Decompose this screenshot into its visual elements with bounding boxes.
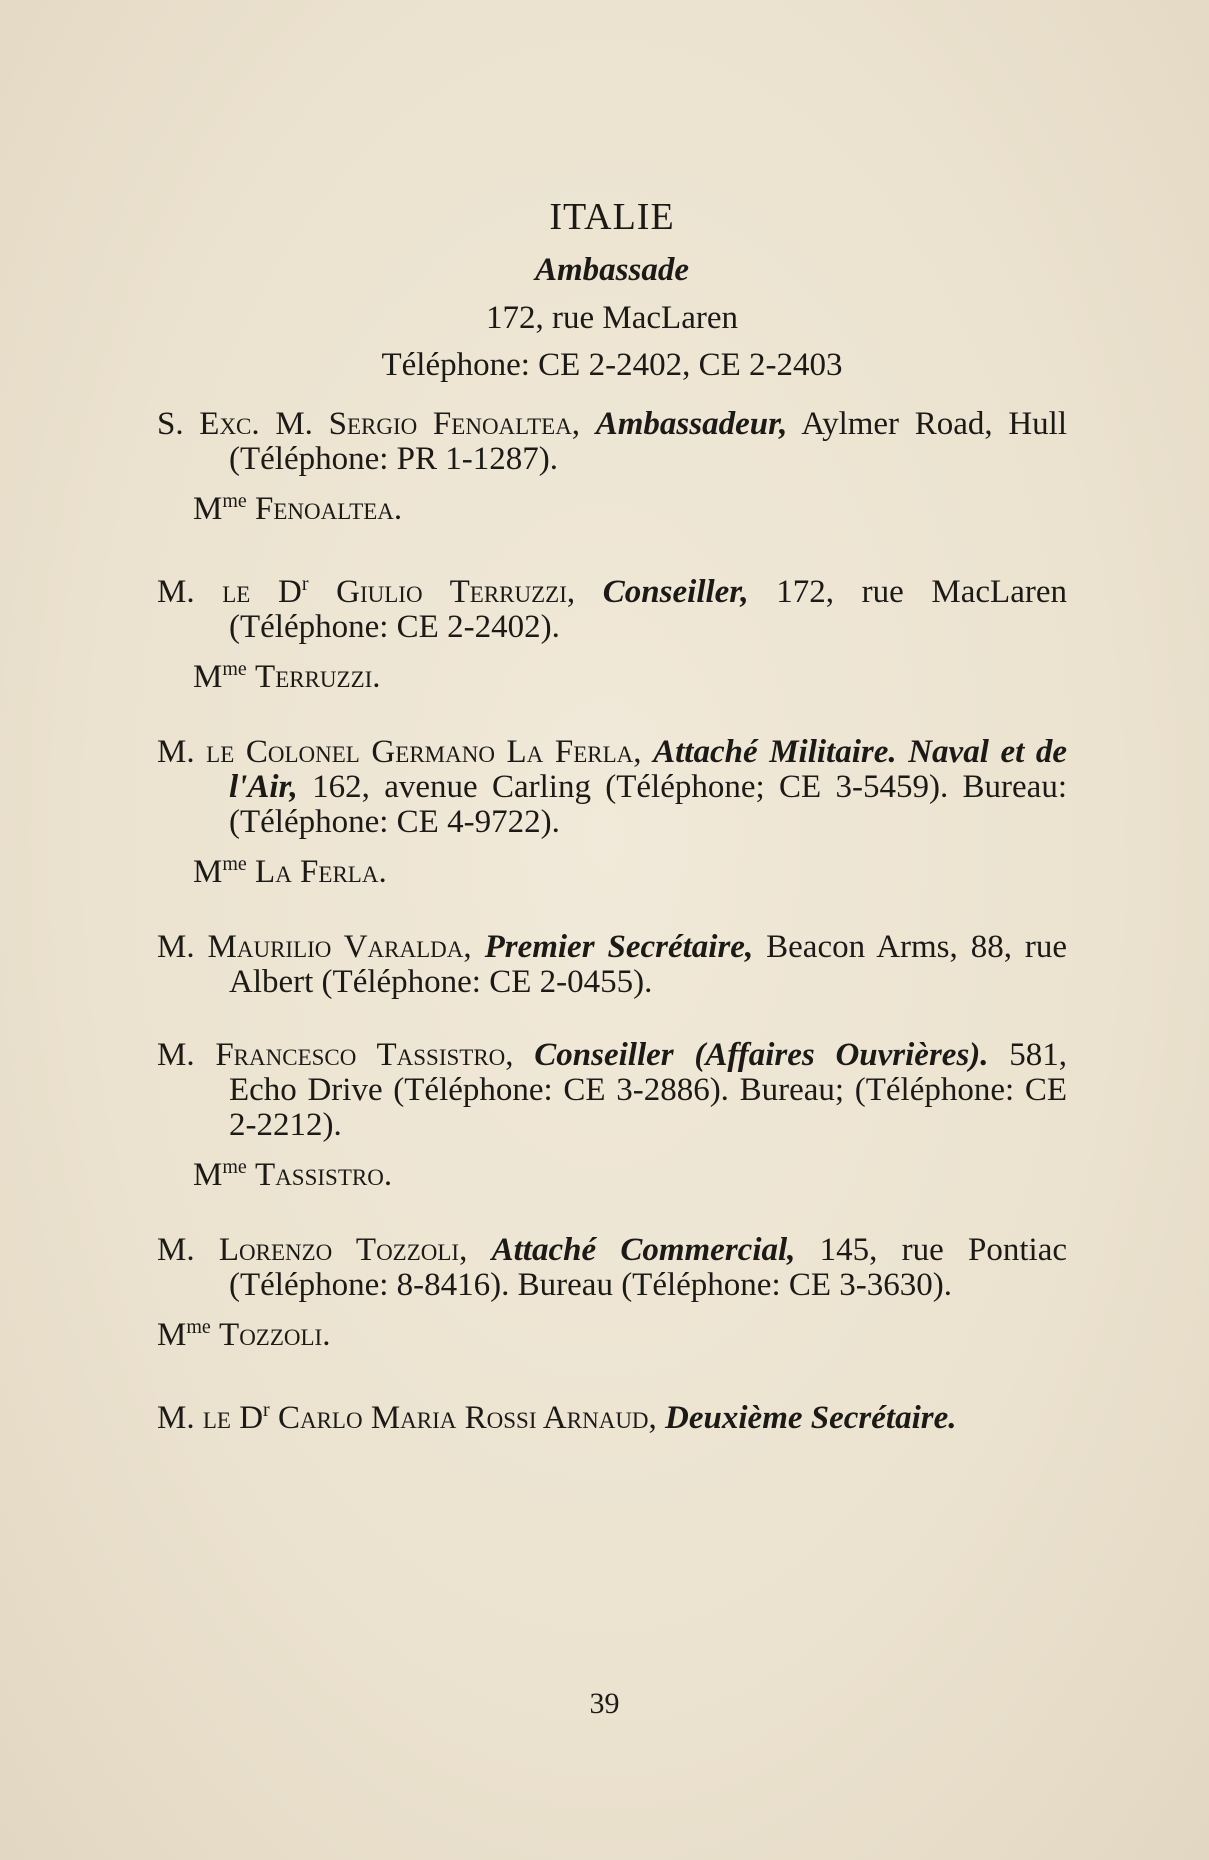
spouse-line: $M^{me}$ Fenoaltea. xyxy=(193,490,403,527)
entry-name: M. Francesco Tassistro, xyxy=(157,1037,514,1073)
country-heading: ITALIE xyxy=(549,196,675,238)
entry-details: Beacon Arms, 88, rue Albert (Téléphone: CE 2-0455). xyxy=(229,929,1068,1000)
page-number: 39 xyxy=(589,1687,620,1720)
entry-details: 162, avenue Carling (Téléphone; CE 3-5459). Bureau: (Téléphone: CE 4-9722). xyxy=(229,769,1067,840)
entry-title: Attaché Commercial, xyxy=(491,1232,796,1268)
entry-details: 581, Echo Drive (Téléphone: CE 3-2886). Bureau; (Téléphone: CE 2-2212). xyxy=(229,1037,1068,1143)
entry-name: M. le D xyxy=(157,574,302,610)
entry-title: Deuxième Secrétaire. xyxy=(665,1400,957,1436)
document-body xyxy=(157,195,1067,1436)
entry-second-secretary: M. le $D^r$ Carlo Maria Rossi Arnaud, Deuxième Secrétaire. xyxy=(157,1399,957,1436)
entry-details: 172, rue MacLaren (Téléphone: CE 2-2402). xyxy=(229,574,1067,645)
spouse-line: $M^{me}$ Tozzoli. xyxy=(157,1316,331,1353)
entry-commercial-attache xyxy=(157,1233,1067,1355)
entry-name: S. Exc. M. Sergio Fenoaltea, xyxy=(157,406,581,442)
entry-first-secretary xyxy=(157,930,1067,1000)
entry-title: Ambassadeur, xyxy=(595,406,788,442)
spouse-line: $M^{me}$ Tassistro. xyxy=(193,1156,393,1193)
entry-title: Conseiller (Affaires Ouvrières). xyxy=(534,1037,989,1073)
entry-name: M. Lorenzo Tozzoli, xyxy=(157,1232,468,1268)
embassy-phone: Téléphone: CE 2-2402, CE 2-2403 xyxy=(381,347,843,383)
entry-details: 145, rue Pontiac (Téléphone: 8-8416). Bureau (Téléphone: CE 3-3630). xyxy=(229,1232,1068,1303)
entry-name: M. le Colonel Germano La Ferla, xyxy=(157,734,642,770)
entry-title: Premier Secrétaire, xyxy=(484,929,754,965)
embassy-address: 172, rue MacLaren xyxy=(486,300,738,336)
entry-details: Aylmer Road, Hull (Téléphone: PR 1-1287). xyxy=(229,406,1067,477)
entry-title: Attaché Militaire. Naval et de l'Air, xyxy=(229,734,1067,805)
entry-name: M. le D xyxy=(157,1400,264,1436)
entry-labour-counsellor xyxy=(157,1038,1067,1195)
mission-type: Ambassade xyxy=(534,252,689,288)
spouse-line: $M^{me}$ Terruzzi. xyxy=(193,658,381,695)
spouse-line: $M^{me}$ La Ferla. xyxy=(193,853,387,890)
entry-counsellor: M. le $D^r$ Giulio Terruzzi, Conseiller, 172, rue MacLaren (Téléphone: CE 2-2402). $M^{me}$ Terruzzi. xyxy=(157,573,1067,695)
entry-name: M. Maurilio Varalda, xyxy=(157,929,472,965)
entry-military-attache xyxy=(157,735,1067,892)
entry-ambassador xyxy=(157,407,1067,529)
entry-title: Conseiller, xyxy=(602,574,749,610)
